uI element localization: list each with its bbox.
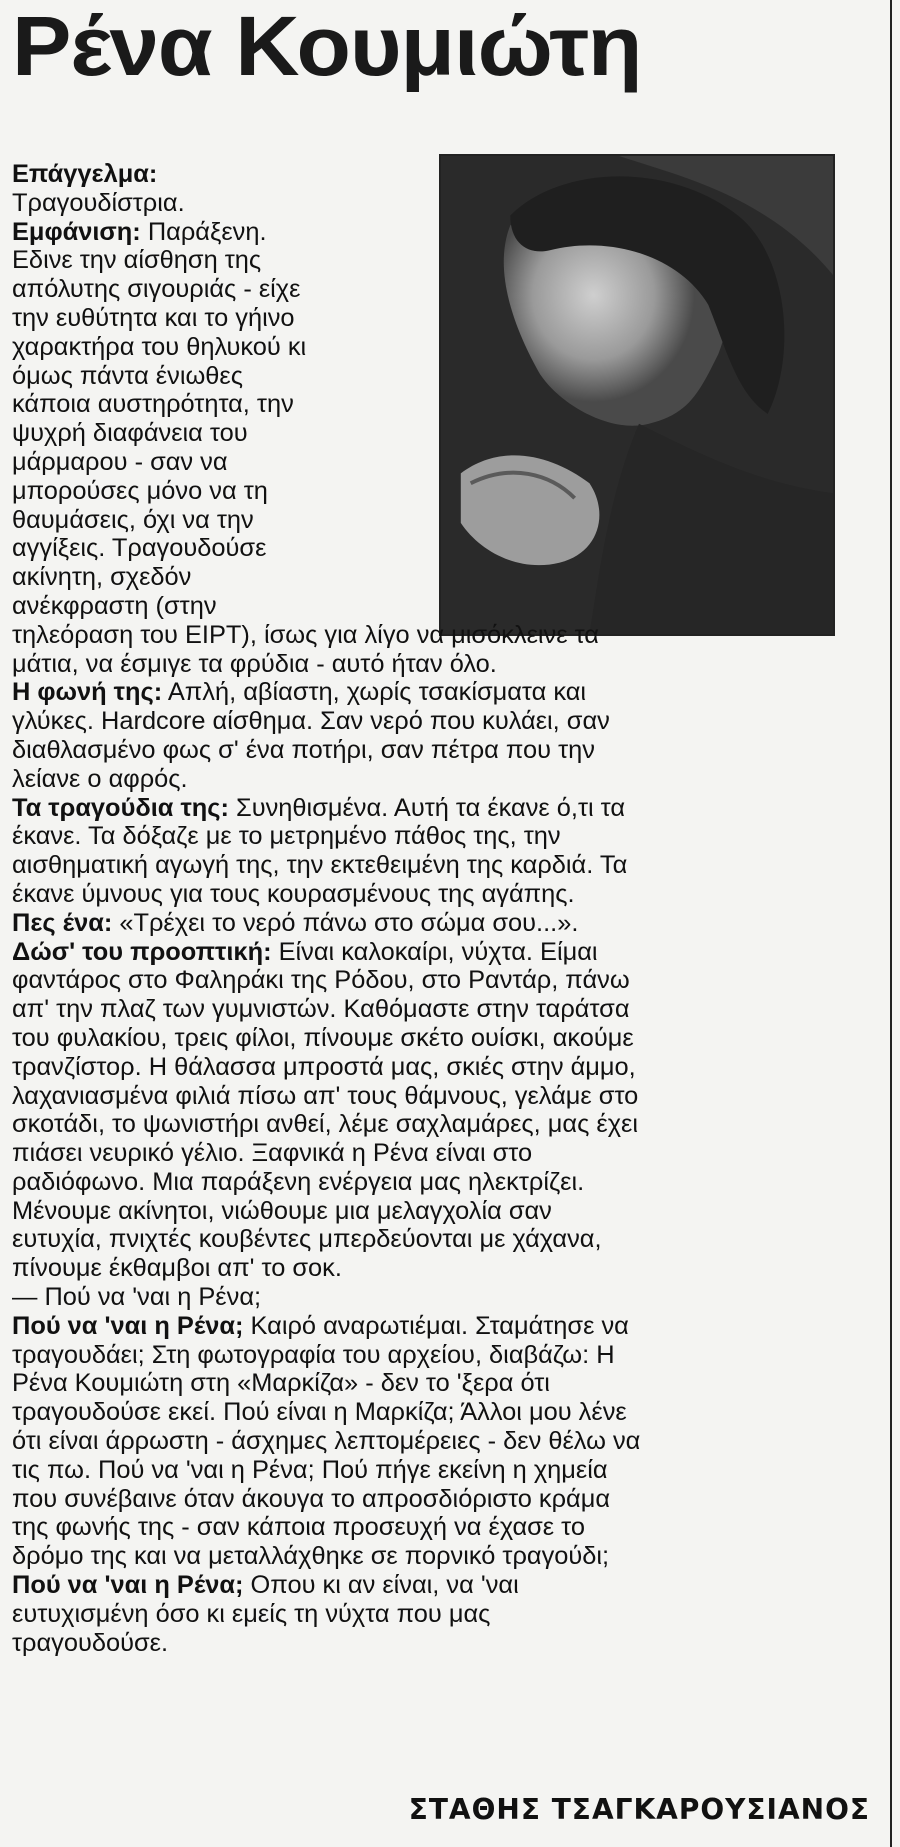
section-text: της φωνής της - σαν κάποια προσευχή να έχασε το — [12, 1513, 585, 1542]
appearance-text-line: χαρακτήρα του θηλυκού κι — [12, 332, 307, 361]
section-line — [12, 765, 870, 794]
section-line — [12, 995, 870, 1024]
section-first-line — [12, 1571, 870, 1600]
appearance-text-line: κάποια αυστηρότητα, την — [12, 390, 294, 419]
appearance-text-line: απόλυτης σιγουριάς - είχε — [12, 275, 301, 304]
section-text: τραγουδούσε εκεί. Πού είναι η Μαρκίζα; Άλλοι μου λένε — [12, 1398, 627, 1427]
section-line — [12, 1053, 870, 1082]
section-line — [12, 1485, 870, 1514]
appearance-text-line: όμως πάντα ένιωθες — [12, 361, 243, 390]
section-line — [12, 1254, 870, 1283]
section-label: Πού να 'ναι η Ρένα; — [12, 1311, 244, 1340]
section-text: ευτυχισμένη όσο κι εμείς τη νύχτα που μας — [12, 1599, 491, 1628]
section-text: τρανζίστορ. Η θάλασσα μπροστά μας, σκιές στην άμμο, — [12, 1052, 636, 1081]
section-text: σκοτάδι, το ψωνιστήρι ανθεί, λέμε σαχλαμάρες, μας έχει — [12, 1110, 638, 1139]
appearance-line — [12, 218, 422, 247]
article-sections — [12, 678, 870, 1657]
section-line — [12, 1427, 870, 1456]
appearance-text-line: ψυχρή διαφάνεια του — [12, 419, 248, 448]
appearance-text-line: μάρμαρου - σαν να — [12, 447, 228, 476]
section-label: Δώσ' του προοπτική: — [12, 937, 272, 966]
section-line — [12, 1024, 870, 1053]
section-text: πιάσει νευρικό γέλιο. Ξαφνικά η Ρένα είναι στο — [12, 1139, 533, 1168]
section-line — [12, 1139, 870, 1168]
section-first-line — [12, 1312, 870, 1341]
profession-value: Τραγουδίστρια. — [12, 188, 185, 217]
section-text: ευτυχία, πνιχτές κουβέντες μπερδεύονται με χάχανα, — [12, 1225, 602, 1254]
section-label: Πού να 'ναι η Ρένα; — [12, 1571, 244, 1600]
appearance-text-line: ακίνητη, σχεδόν — [12, 563, 192, 592]
article-body — [12, 160, 870, 1657]
section-line — [12, 1082, 870, 1111]
section-text: Μένουμε ακίνητοι, νιώθουμε μια μελαγχολία σαν — [12, 1196, 552, 1225]
column-rule — [890, 0, 892, 1847]
section-text: φαντάρος στο Φαληράκι της Ρόδου, στο Ραντάρ, πάνω — [12, 966, 630, 995]
section-line — [12, 1369, 870, 1398]
section-line — [12, 966, 870, 995]
section-text: Ρένα Κουμιώτη στη «Μαρκίζα» - δεν το 'ξερα ότι — [12, 1369, 550, 1398]
section-text: έκανε. Τα δόξαζε με το μετρημένο πάθος της, την — [12, 822, 561, 851]
section-first-line — [12, 678, 870, 707]
section-text: του φυλακίου, τρεις φίλοι, πίνουμε σκέτο ουίσκι, ακούμε — [12, 1023, 634, 1052]
appearance-text-line: θαυμάσεις, όχι να την — [12, 505, 254, 534]
section-line — [12, 1168, 870, 1197]
appearance-text-line: ανέκφραστη (στην — [12, 591, 217, 620]
section-line — [12, 851, 870, 880]
profession-line — [12, 160, 422, 189]
section-label: Τα τραγούδια της: — [12, 793, 229, 822]
section-text: Είναι καλοκαίρι, νύχτα. Είμαι — [278, 937, 598, 966]
appearance-text-line: τηλεόραση του ΕΙΡΤ), ίσως για λίγο να μισόκλεινε τα — [12, 620, 599, 649]
section-text: τις πω. Πού να 'ναι η Ρένα; Πού πήγε εκείνη η χημεία — [12, 1455, 608, 1484]
section-text: δρόμο της και να μεταλλάχθηκε σε πορνικό τραγούδι; — [12, 1542, 610, 1571]
section-line — [12, 1456, 870, 1485]
appearance-text: Παράξενη. — [147, 217, 267, 246]
section-text: τραγουδούσε. — [12, 1628, 169, 1657]
section-text: τραγουδάει; Στη φωτογραφία του αρχείου, διαβάζω: Η — [12, 1340, 615, 1369]
section-line — [12, 1542, 870, 1571]
section-line — [12, 1110, 870, 1139]
section-line — [12, 736, 870, 765]
section-text: διαθλασμένο φως σ' ένα ποτήρι, σαν πέτρα που την — [12, 735, 595, 764]
section-line — [12, 1513, 870, 1542]
section-line — [12, 1197, 870, 1226]
section-text: Καιρό αναρωτιέμαι. Σταμάτησε να — [250, 1311, 629, 1340]
section-text: λείανε ο αφρός. — [12, 764, 188, 793]
section-line — [12, 707, 870, 736]
section-text: ραδιόφωνο. Μια παράξενη ενέργεια μας ηλεκτρίζει. — [12, 1167, 585, 1196]
section-text: ότι είναι άρρωστη - άσχημες λεπτομέρειες - δεν θέλω να — [12, 1427, 641, 1456]
appearance-label: Εμφάνιση: — [12, 217, 141, 246]
section-line — [12, 880, 870, 909]
appearance-text-line: αγγίξεις. Τραγουδούσε — [12, 534, 267, 563]
section-text: «Τρέχει το νερό πάνω στο σώμα σου...». — [119, 908, 579, 937]
section-text: αισθηματική αγωγή της, την εκτεθειμένη της καρδιά. Τα — [12, 851, 628, 880]
section-line — [12, 1398, 870, 1427]
section-text: που συνέβαινε όταν άκουγα το απροσδιόριστο κράμα — [12, 1484, 611, 1513]
article-title: Ρένα Κουμιώτη — [12, 0, 642, 93]
section-first-line — [12, 909, 870, 938]
section-text: Συνηθισμένα. Αυτή τα έκανε ό,τι τα — [236, 793, 626, 822]
profession-label: Επάγγελμα: — [12, 160, 158, 188]
section-first-line — [12, 794, 870, 823]
appearance-text-line: μάτια, να έσμιγε τα φρύδια - αυτό ήταν όλο. — [12, 649, 497, 678]
section-text: γλύκες. Hardcore αίσθημα. Σαν νερό που κυλάει, σαν — [12, 707, 610, 736]
section-first-line — [12, 938, 870, 967]
section-text: Οπου κι αν είναι, να 'ναι — [250, 1571, 519, 1600]
appearance-text-line: μπορούσες μόνο να τη — [12, 476, 268, 505]
section-text: λαχανιασμένα φιλιά πίσω απ' τους θάμνους, γελάμε στο — [12, 1081, 639, 1110]
section-line — [12, 1225, 870, 1254]
section-text: απ' την πλαζ των γυμνιστών. Καθόμαστε στην ταράτσα — [12, 995, 630, 1024]
section-label: Η φωνή της: — [12, 678, 163, 707]
section-line — [12, 1341, 870, 1370]
section-text: πίνουμε έκθαμβοι απ' το σοκ. — [12, 1254, 342, 1283]
section-line — [12, 1600, 870, 1629]
appearance-text-line: την ευθύτητα και το γήινο — [12, 303, 295, 332]
author-signature: ΣΤΑΘΗΣ ΤΣΑΓΚΑΡΟΥΣΙΑΝΟΣ — [408, 1793, 870, 1826]
section-text: Απλή, αβίαστη, χωρίς τσακίσματα και — [167, 678, 587, 707]
section-text: — Πού να 'ναι η Ρένα; — [12, 1283, 262, 1312]
section-text: έκανε ύμνους για τους κουρασμένους της αγάπης. — [12, 879, 575, 908]
section-line — [12, 1283, 870, 1312]
section-label: Πες ένα: — [12, 908, 113, 937]
section-line — [12, 1629, 870, 1658]
appearance-text-line: Εδινε την αίσθηση της — [12, 246, 262, 275]
section-line — [12, 822, 870, 851]
